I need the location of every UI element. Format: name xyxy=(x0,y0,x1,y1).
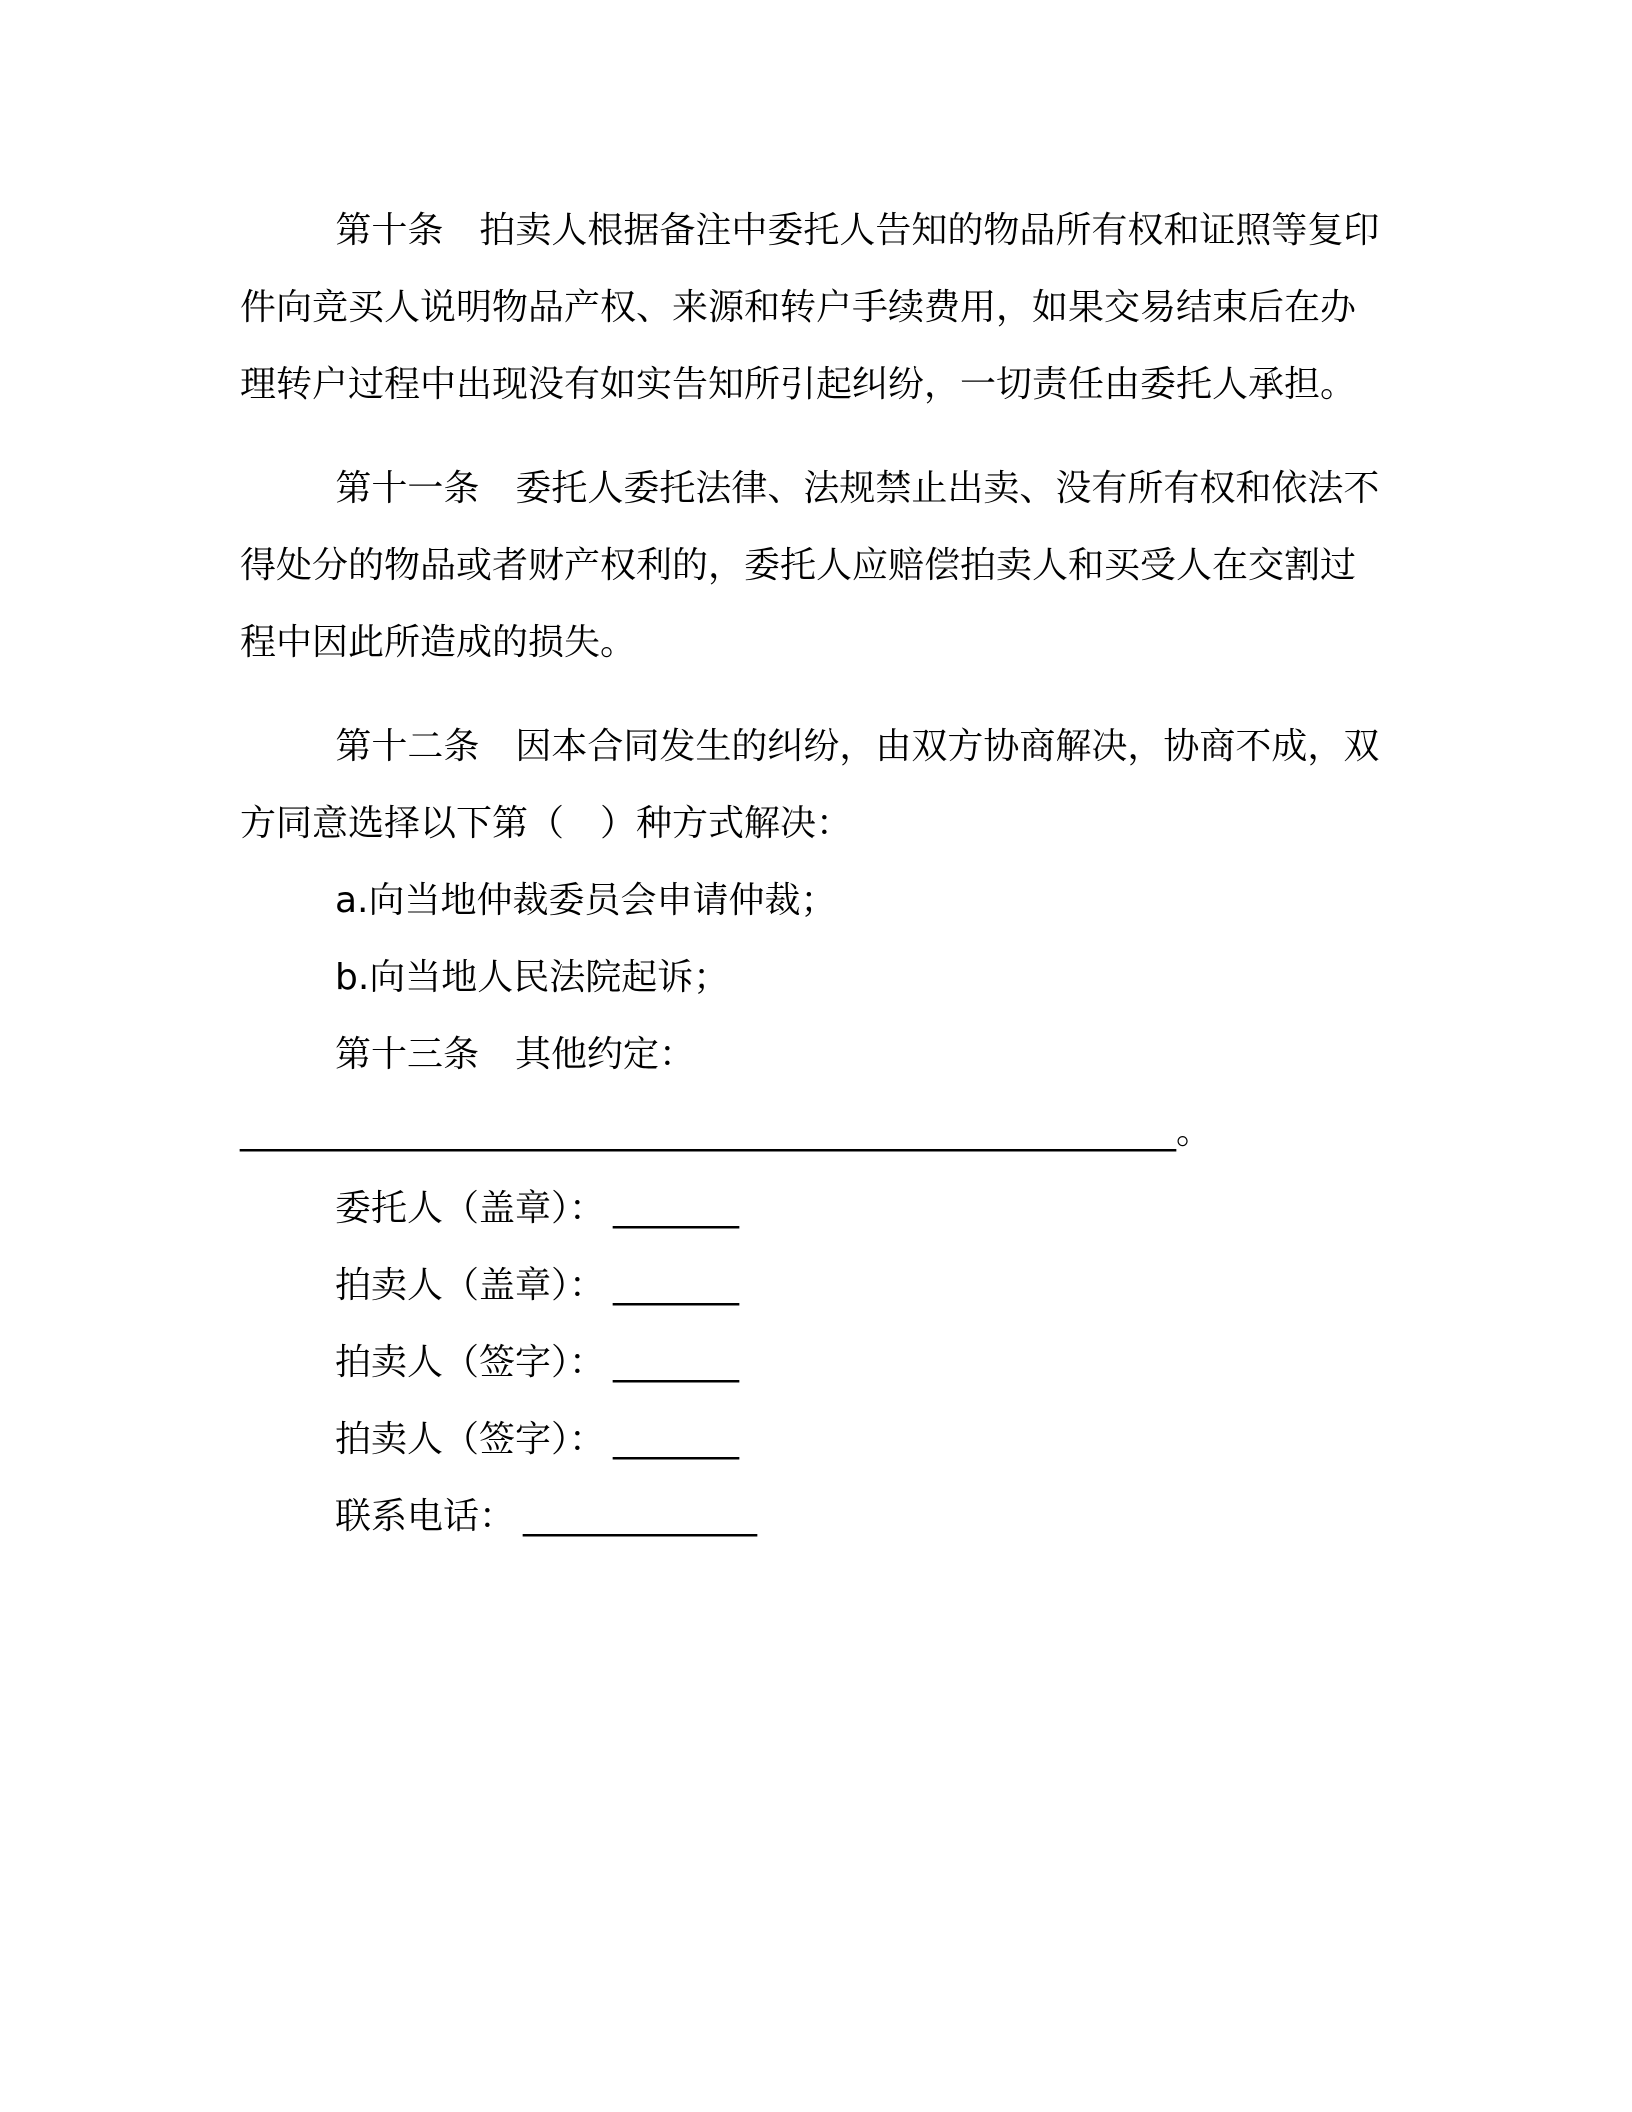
signature-label: 拍卖人（签字）： xyxy=(335,1342,606,1383)
article-10: 第十条 拍卖人根据备注中委托人告知的物品所有权和证照等复印件向竞买人说明物品产权、来源和转户手续费用，如果交易结束后在办理转户过程中出现没有如实告知所引起纠纷，一切责任由委托人承担。 xyxy=(240,210,1380,405)
option-b: b.向当地人民法院起诉； xyxy=(335,957,730,998)
other-terms-blank: ____________________________________________________。 xyxy=(240,1111,1212,1152)
article-11: 第十一条 委托人委托法律、法规禁止出卖、没有所有权和依法不得处分的物品或者财产权利的，委托人应赔偿拍卖人和买受人在交割过程中因此所造成的损失。 xyxy=(240,468,1380,663)
signature-blank: _______ xyxy=(613,1342,740,1383)
phone-label: 联系电话： xyxy=(335,1496,516,1537)
signature-blank: _______ xyxy=(613,1419,740,1460)
signature-label: 拍卖人（签字）： xyxy=(335,1419,606,1460)
signature-blank: _______ xyxy=(613,1188,740,1229)
signature-line xyxy=(240,1247,1390,1324)
signature-line xyxy=(240,1401,1390,1478)
option-a: a.向当地仲裁委员会申请仲裁； xyxy=(335,880,837,921)
document-body xyxy=(240,192,1390,1555)
signature-label: 拍卖人（盖章）： xyxy=(335,1265,606,1306)
article-13: 第十三条 其他约定： xyxy=(335,1034,696,1075)
signature-line xyxy=(240,1324,1390,1401)
signature-label: 委托人（盖章）： xyxy=(335,1188,606,1229)
signature-blank: _______ xyxy=(613,1265,740,1306)
phone-blank: _____________ xyxy=(523,1496,758,1537)
article-12: 第十二条 因本合同发生的纠纷，由双方协商解决，协商不成，双方同意选择以下第（ ）种方式解决： xyxy=(240,726,1380,844)
phone-line xyxy=(240,1478,1390,1555)
signature-line xyxy=(240,1170,1390,1247)
